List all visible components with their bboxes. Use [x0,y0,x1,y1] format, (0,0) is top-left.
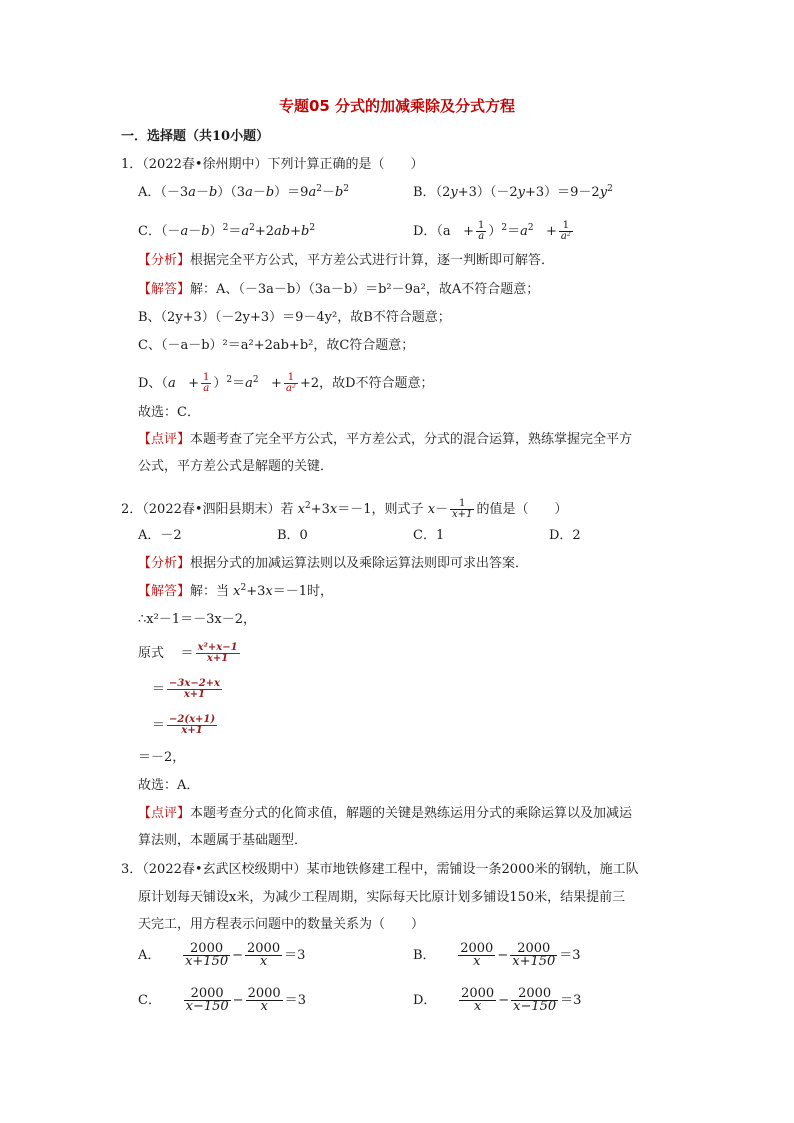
q2-step-2: ＝ $\frac{-3x-2+x}{x+1}$ [152,678,220,700]
q2-option-b: B．0 [277,528,308,543]
q1-answer-a: 【解答】解：A、（－3a－b）（3a－b）＝b²－9a²，故A不符合题意； [138,282,540,297]
q1-answer-d: D、（a + $\frac{1}{a}$ ）$^2=a^2$ + $\frac{1}{\text{a²}}$ +2，故D不符合题意； [138,372,434,394]
q1-option-d: D．（a + $\frac{1}{a}$ ）$^2=a^2$ + $\frac{1}{\text{a²}}$ [413,220,571,242]
q1-option-c: C．$(-a-b)^2=a^2+2ab+b^2$ [138,223,316,239]
q3-option-a: A． $\frac{2000}{x+150}$ − $\frac{2000}{x}$ ＝3 [138,941,306,969]
q2-step-1: 原式 ＝ $\frac{\text{x²+x−1}}{x+1}$ [138,642,238,664]
q2-option-a: A．－2 [138,528,182,543]
q1-choose: 故选：C． [138,405,200,420]
q2-stem: 2．（2022春•泗阳县期末）若 $x^2+3x=-1$，则式子 x－ $\frac{1}{x+1}$ 的值是（ ） [121,498,568,520]
q3-option-c: C． $\frac{2000}{x-150}$ − $\frac{2000}{x}$ ＝3 [138,986,306,1014]
q1-stem: 1．（2022春•徐州期中）下列计算正确的是（ ） [121,157,424,172]
q1-answer-b: B、（2y+3）（－2y+3）＝9－4y²，故B不符合题意； [138,310,451,325]
q1-option-b: B．$(2y+3)(-2y+3)=9-2y^2$ [413,184,613,200]
section-heading: 一．选择题（共10小题） [121,129,270,144]
q1-answer-c: C、（－a－b）²＝a²+2ab+b²，故C符合题意； [138,338,415,353]
q2-analysis: 【分析】根据分式的加减运算法则以及乘除运算法则即可求出答案． [138,556,529,571]
q2-comment-1: 【点评】本题考查分式的化简求值，解题的关键是熟练运用分式的乘除运算以及加减运 [138,806,633,821]
q3-stem-3: 天完工，用方程表示问题中的数量关系为（ ） [138,917,425,932]
q2-choose: 故选：A． [138,778,200,793]
q2-result: ＝－2， [138,750,186,765]
q1-analysis: 【分析】根据完全平方公式，平方差公式进行计算，逐一判断即可解答． [138,253,555,268]
q2-answer-1: 【解答】解：当 $x^2+3x=-1$时， [138,583,334,599]
q3-option-d: D． $\frac{2000}{x}$ − $\frac{2000}{x-150}$ ＝3 [413,986,582,1014]
q1-comment-1: 【点评】本题考查了完全平方公式，平方差公式，分式的混合运算，熟练掌握完全平方 [138,432,633,447]
q2-option-d: D．2 [549,528,581,543]
page-title: 专题05 分式的加减乘除及分式方程 [278,97,516,115]
q1-comment-2: 公式，平方差公式是解题的关键． [138,459,334,474]
q3-option-b: B． $\frac{2000}{x}$ − $\frac{2000}{x+150}$ ＝3 [413,941,581,969]
q2-option-c: C．1 [413,528,445,543]
q2-step-3: ＝ $\frac{-2(x+1)}{x+1}$ [152,714,216,736]
q3-stem-1: 3．（2022春•玄武区校级期中）某市地铁修建工程中，需铺设一条2000米的钢轨，施工队 [121,862,639,877]
q3-stem-2: 原计划每天铺设x米，为减少工程周期，实际每天比原计划多铺设150米，结果提前三 [138,890,626,905]
q2-comment-2: 算法则，本题属于基础题型． [138,833,308,848]
q1-option-a: A．$(-3a-b)(3a-b)=9a^2-b^2$ [138,184,350,200]
q2-answer-2: ∴x²－1＝－3x－2， [138,612,256,627]
